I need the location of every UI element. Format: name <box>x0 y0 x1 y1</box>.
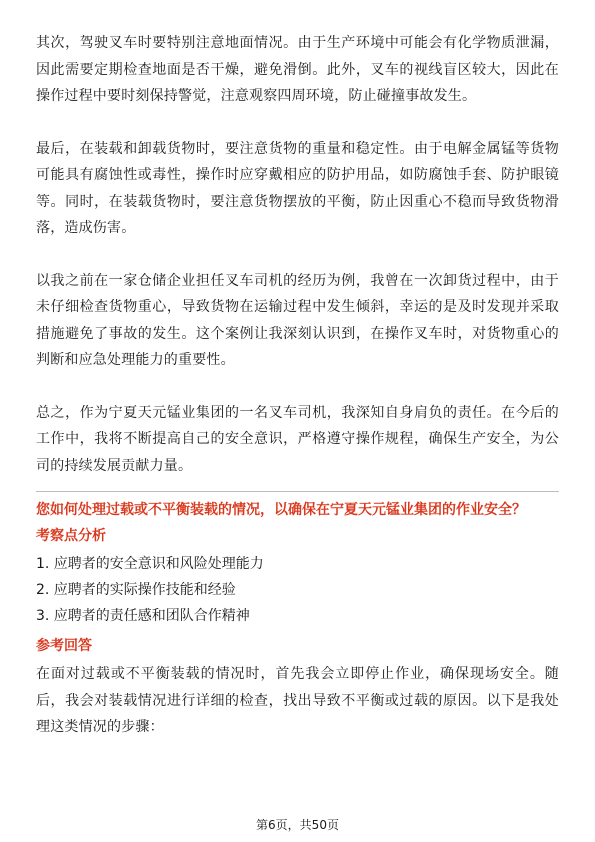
paragraph-experience-example: 以我之前在一家仓储企业担任叉车司机的经历为例，我曾在一次卸货过程中，由于未仔细检查货物重心，导致货物在运输过程中发生倾斜，幸运的是及时发现并采取措施避免了事故的发生。这个案例让我深刻认识到，在操作叉车时，对货物重心的判断和应急处理能力的重要性。 <box>36 272 559 368</box>
paragraph-ground-conditions: 其次，驾驶叉车时要特别注意地面情况。由于生产环境中可能会有化学物质泄漏，因此需要定期检查地面是否干燥，避免滑倒。此外，叉车的视线盲区较大，因此在操作过程中要时刻保持警觉，注意观察四周环境，防止碰撞事故发生。 <box>36 35 559 104</box>
analysis-heading: 考察点分析 <box>36 528 106 544</box>
reference-answer-text: 在面对过载或不平衡装载的情况时，首先我会立即停止作业，确保现场安全。随后，我会对装载情况进行详细的检查，找出导致不平衡或过载的原因。以下是我处理这类情况的步骤： <box>36 666 559 735</box>
analysis-list <box>36 551 559 629</box>
reference-answer-heading: 参考回答 <box>36 638 92 654</box>
document-page <box>36 30 559 755</box>
paragraph-conclusion: 总之，作为宁夏天元锰业集团的一名叉车司机，我深知自身肩负的责任。在今后的工作中，我将不断提高自己的安全意识，严格遵守操作规程，确保生产安全，为公司的持续发展贡献力量。 <box>36 404 559 474</box>
list-item: 1. 应聘者的安全意识和风险处理能力 <box>36 556 264 572</box>
paragraph-loading-unloading: 最后，在装载和卸载货物时，要注意货物的重量和稳定性。由于电解金属锰等货物可能具有腐蚀性或毒性，操作时应穿戴相应的防护用品，如防腐蚀手套、防护眼镜等。同时，在装载货物时，要注意货物摆放的平衡，防止因重心不稳而导致货物滑落，造成伤害。 <box>36 140 559 236</box>
list-item: 3. 应聘者的责任感和团队合作精神 <box>36 608 250 624</box>
list-item: 2. 应聘者的实际操作技能和经验 <box>36 582 236 598</box>
section-divider <box>36 491 559 492</box>
page-number: 第6页，共50页 <box>256 818 339 832</box>
interview-question: 您如何处理过载或不平衡装载的情况，以确保在宁夏天元锰业集团的作业安全？ <box>36 502 526 518</box>
